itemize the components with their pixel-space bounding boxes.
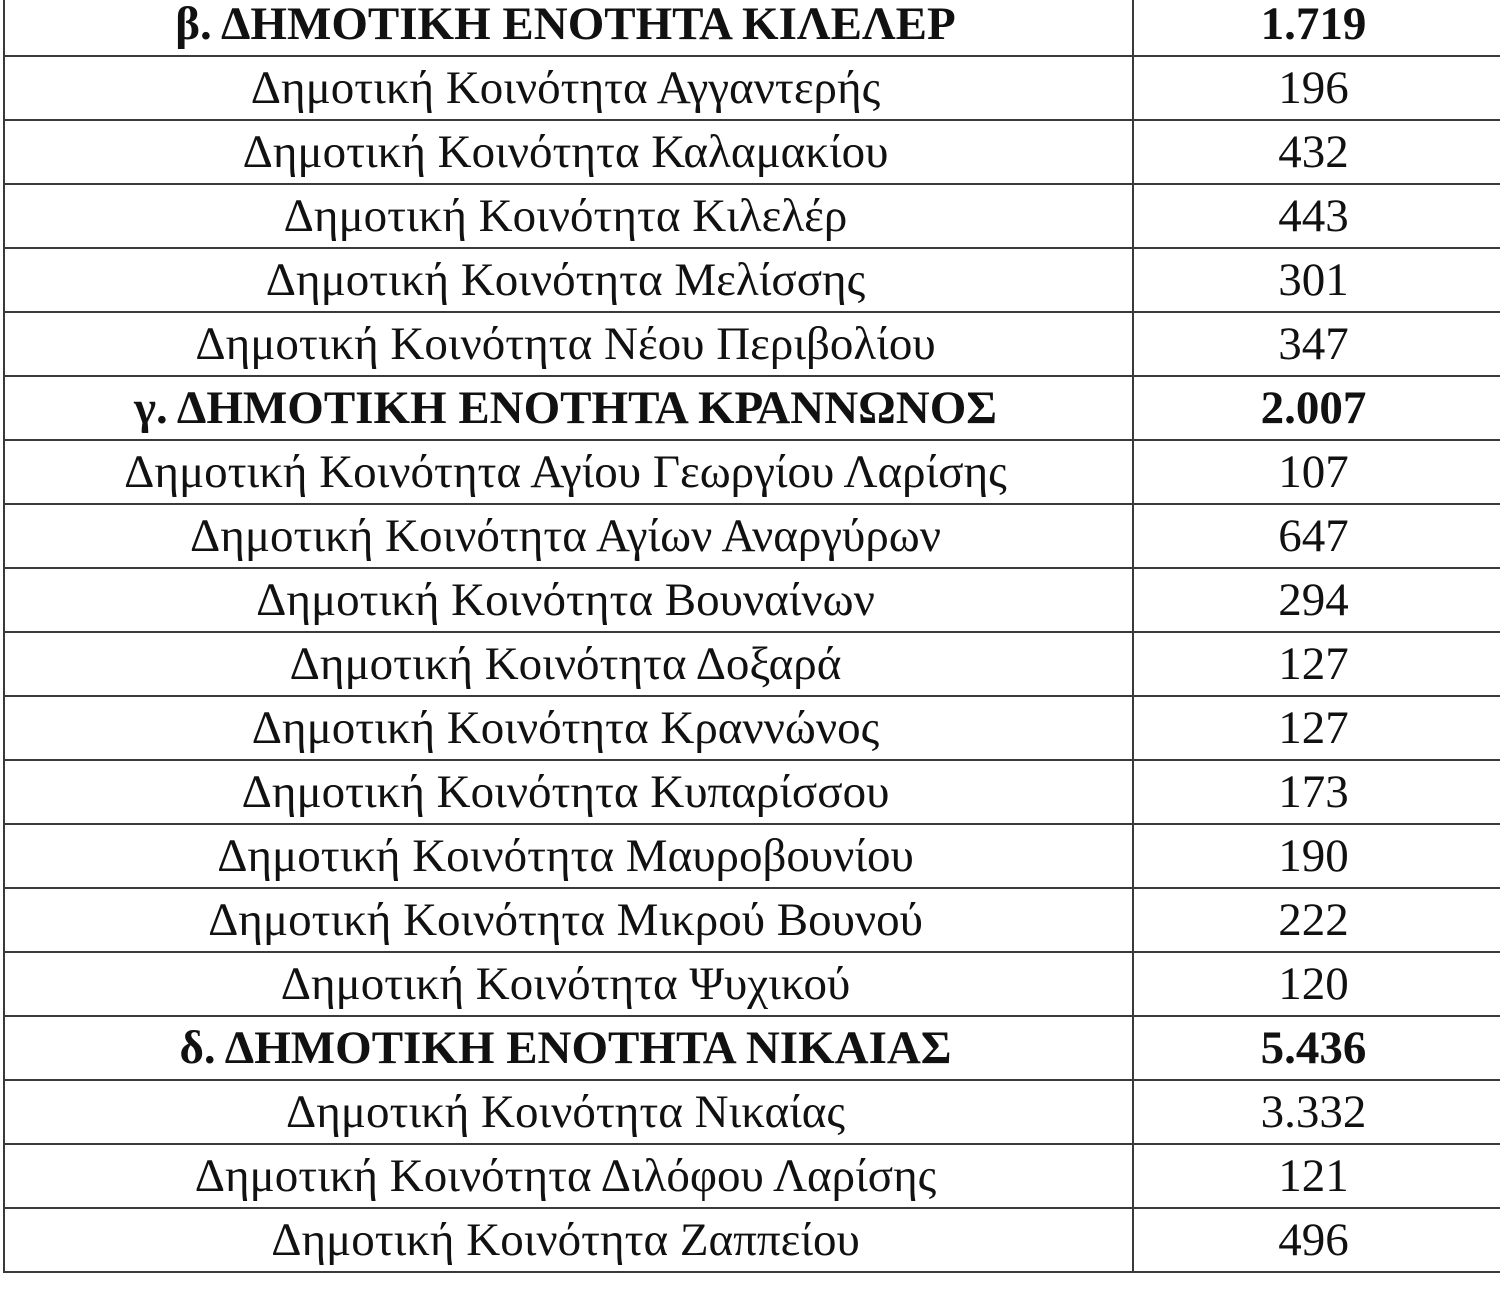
community-name: Δημοτική Κοινότητα Αγγαντερής: [4, 56, 1133, 120]
community-row: [4, 184, 1500, 248]
community-name: Δημοτική Κοινότητα Ψυχικού: [4, 952, 1133, 1016]
municipal-unit-name: γ. ΔΗΜΟΤΙΚΗ ΕΝΟΤΗΤΑ ΚΡΑΝΝΩΝΟΣ: [4, 376, 1133, 440]
community-row: [4, 888, 1500, 952]
community-population: 121: [1133, 1144, 1500, 1208]
community-row: [4, 1144, 1500, 1208]
municipal-unit-row: [4, 1016, 1500, 1080]
community-row: [4, 760, 1500, 824]
community-row: [4, 824, 1500, 888]
community-population: 173: [1133, 760, 1500, 824]
community-name: Δημοτική Κοινότητα Αγίου Γεωργίου Λαρίσης: [4, 440, 1133, 504]
community-row: [4, 440, 1500, 504]
community-name: Δημοτική Κοινότητα Κιλελέρ: [4, 184, 1133, 248]
municipal-unit-total: 2.007: [1133, 376, 1500, 440]
community-row: [4, 56, 1500, 120]
community-row: [4, 1080, 1500, 1144]
community-row: [4, 952, 1500, 1016]
community-name: Δημοτική Κοινότητα Νικαίας: [4, 1080, 1133, 1144]
community-row: [4, 1208, 1500, 1272]
community-population: 301: [1133, 248, 1500, 312]
community-row: [4, 632, 1500, 696]
community-population: 647: [1133, 504, 1500, 568]
population-table: [3, 0, 1500, 1273]
community-row: [4, 568, 1500, 632]
municipal-unit-row: [4, 376, 1500, 440]
community-name: Δημοτική Κοινότητα Ζαππείου: [4, 1208, 1133, 1272]
community-population: 443: [1133, 184, 1500, 248]
community-name: Δημοτική Κοινότητα Κραννώνος: [4, 696, 1133, 760]
community-population: 107: [1133, 440, 1500, 504]
community-population: 120: [1133, 952, 1500, 1016]
community-population: 496: [1133, 1208, 1500, 1272]
community-population: 127: [1133, 632, 1500, 696]
community-population: 190: [1133, 824, 1500, 888]
community-name: Δημοτική Κοινότητα Βουναίνων: [4, 568, 1133, 632]
community-row: [4, 120, 1500, 184]
municipal-unit-row: [4, 0, 1500, 56]
community-name: Δημοτική Κοινότητα Νέου Περιβολίου: [4, 312, 1133, 376]
community-name: Δημοτική Κοινότητα Διλόφου Λαρίσης: [4, 1144, 1133, 1208]
community-name: Δημοτική Κοινότητα Μαυροβουνίου: [4, 824, 1133, 888]
municipal-unit-name: δ. ΔΗΜΟΤΙΚΗ ΕΝΟΤΗΤΑ ΝΙΚΑΙΑΣ: [4, 1016, 1133, 1080]
community-row: [4, 696, 1500, 760]
community-population: 347: [1133, 312, 1500, 376]
community-name: Δημοτική Κοινότητα Καλαμακίου: [4, 120, 1133, 184]
community-population: 127: [1133, 696, 1500, 760]
community-population: 222: [1133, 888, 1500, 952]
municipal-unit-total: 5.436: [1133, 1016, 1500, 1080]
table-body: [4, 0, 1500, 1272]
community-population: 294: [1133, 568, 1500, 632]
community-row: [4, 312, 1500, 376]
community-population: 432: [1133, 120, 1500, 184]
community-row: [4, 248, 1500, 312]
municipal-unit-total: 1.719: [1133, 0, 1500, 56]
community-name: Δημοτική Κοινότητα Μελίσσης: [4, 248, 1133, 312]
community-population: 3.332: [1133, 1080, 1500, 1144]
community-name: Δημοτική Κοινότητα Κυπαρίσσου: [4, 760, 1133, 824]
community-population: 196: [1133, 56, 1500, 120]
community-name: Δημοτική Κοινότητα Αγίων Αναργύρων: [4, 504, 1133, 568]
community-name: Δημοτική Κοινότητα Δοξαρά: [4, 632, 1133, 696]
municipal-unit-name: β. ΔΗΜΟΤΙΚΗ ΕΝΟΤΗΤΑ ΚΙΛΕΛΕΡ: [4, 0, 1133, 56]
community-name: Δημοτική Κοινότητα Μικρού Βουνού: [4, 888, 1133, 952]
community-row: [4, 504, 1500, 568]
